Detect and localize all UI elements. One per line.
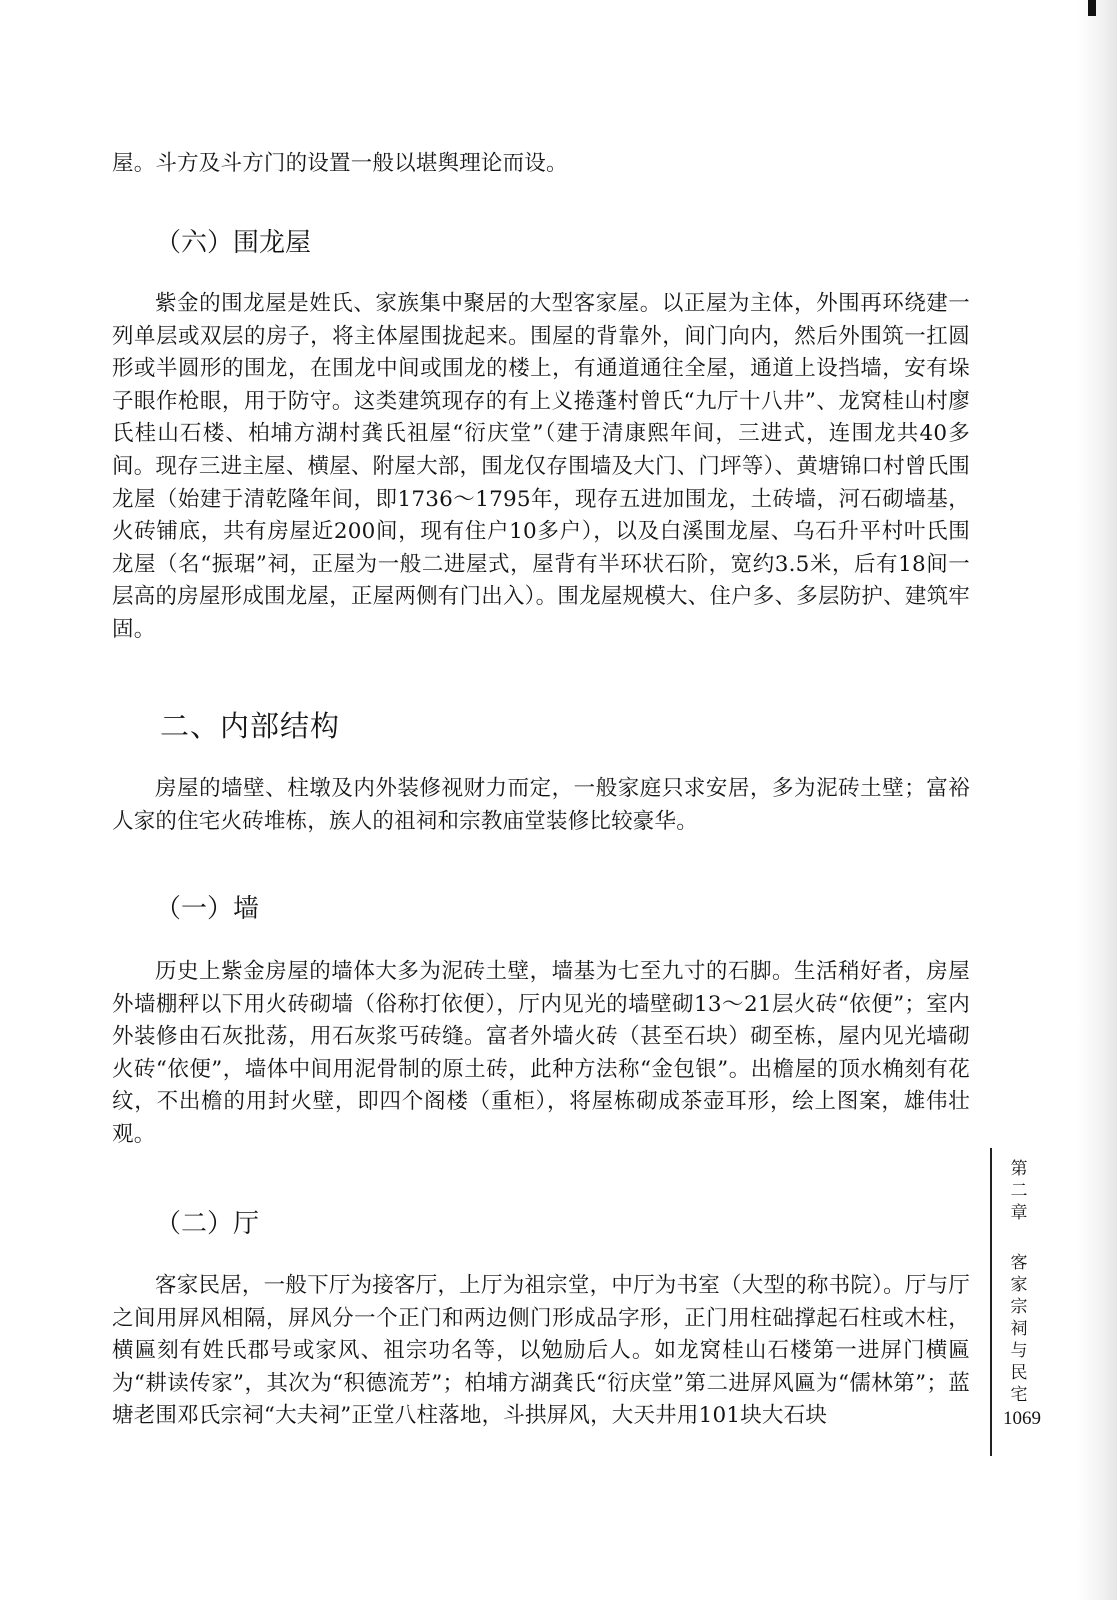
chapter-title: 客家宗祠与民宅 (1010, 1253, 1028, 1405)
top-continuation-text: 屋。斗方及斗方门的设置一般以堪舆理论而设。 (112, 151, 568, 176)
paragraph-internal-structure: 房屋的墙壁、柱墩及内外装修视财力而定，一般家庭只求安居，多为泥砖土壁；富裕人家的住宅火砖堆栋，族人的祖祠和宗教庙堂装修比较豪华。 (112, 776, 970, 834)
page-number: 1069 (1003, 1408, 1041, 1429)
chapter-sidebar (998, 1158, 1040, 1406)
paragraph-weilongwu: 紫金的围龙屋是姓氏、家族集中聚居的大型客家屋。以正屋为主体，外围再环绕建一列单层或双层的房子，将主体屋围拢起来。围屋的背靠外，间门向内，然后外围筑一扛圆形或半圆形的围龙，在围龙中间或围龙的楼上，有通道通往全屋，通道上设挡墙，安有垛子眼作枪眼，用于防守。这类建筑现存的有上义捲蓬村曾氏“九厅十八井”、龙窝桂山村廖氏桂山石楼、柏埔方湖村龚氏祖屋“衍庆堂”（建于清康熙年间，三进式，连围龙共40多间。现存三进主屋、横屋、附屋大部，围龙仅存围墙及大门、门坪等）、黄塘锦口村曾氏围龙屋（始建于清乾隆年间，即1736～1795年，现存五进加围龙，土砖墙，河石砌墙基，火砖铺底，共有房屋近200间，现有住户10多户），以及白溪围龙屋、乌石升平村叶氏围龙屋（名“振琚”祠，正屋为一般二进屋式，屋背有半环状石阶，宽约3.5米，后有18间一层高的房屋形成围龙屋，正屋两侧有门出入）。围龙屋规模大、住户多、多层防护、建筑牢固。 (112, 291, 970, 642)
scan-edge-shadow (1078, 0, 1117, 1600)
section-heading-weilongwu: （六）围龙屋 (155, 228, 312, 258)
section-heading-wall: （一）墙 (155, 894, 260, 924)
section-heading-hall: （二）厅 (155, 1209, 260, 1239)
paragraph-hall: 客家民居，一般下厅为接客厅，上厅为祖宗堂，中厅为书室（大型的称书院）。厅与厅之间用屏风相隔，屏风分一个正门和两边侧门形成品字形，正门用柱础撑起石柱或木柱，横匾刻有姓氏郡号或家风、祖宗功名等，以勉励后人。如龙窝桂山石楼第一进屏门横匾为“耕读传家”，其次为“积德流芳”；柏埔方湖龚氏“衍庆堂”第二进屏风匾为“儒林第”；蓝塘老围邓氏宗祠“大夫祠”正堂八柱落地，斗拱屏风，大天井用101块大石块 (112, 1273, 970, 1429)
section-heading-internal-structure: 二、内部结构 (160, 709, 341, 743)
paragraph-wall: 历史上紫金房屋的墙体大多为泥砖土壁，墙基为七至九寸的石脚。生活稍好者，房屋外墙棚秤以下用火砖砌墙（俗称打依便），厅内见光的墙壁砌13～21层火砖“依便”；室内外装修由石灰批荡，用石灰浆丐砖缝。富者外墙火砖（甚至石块）砌至栋，屋内见光墙砌火砖“依便”，墙体中间用泥骨制的原土砖，此种方法称“金包银”。出檐屋的顶水桷刻有花纹，不出檐的用封火壁，即四个阁楼（重柜），将屋栋砌成茶壶耳形，绘上图案，雄伟壮观。 (112, 959, 970, 1147)
chapter-label: 第二章 (1010, 1159, 1028, 1223)
sidebar-divider (990, 1148, 992, 1456)
